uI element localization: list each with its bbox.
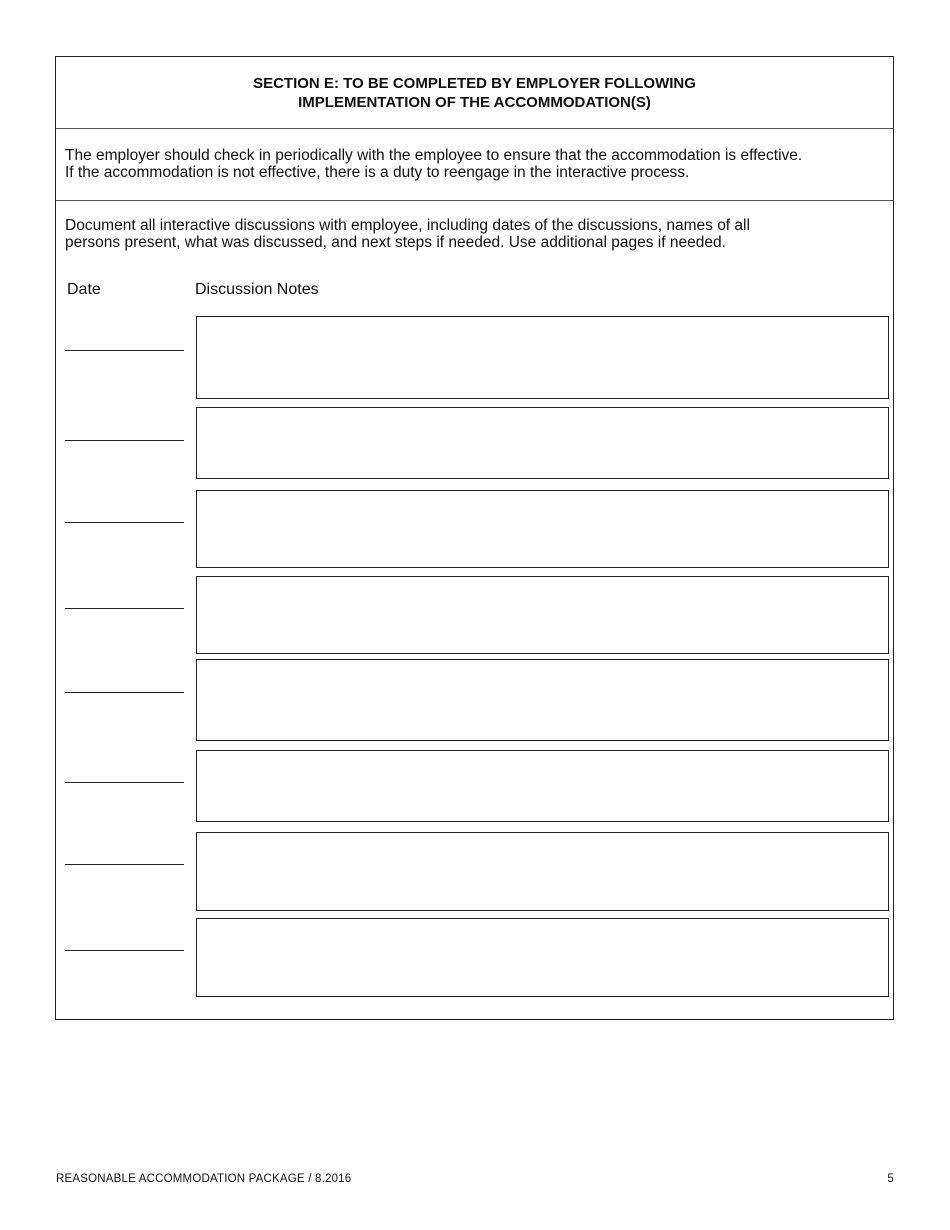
date-field[interactable]: [65, 522, 184, 523]
discussion-notes-field[interactable]: [196, 490, 889, 568]
instructions-line-2: persons present, what was discussed, and next steps if needed. Use additional pages if needed.: [65, 234, 726, 251]
date-field[interactable]: [65, 950, 184, 951]
discussion-notes-field[interactable]: [196, 407, 889, 479]
discussion-notes-field[interactable]: [196, 659, 889, 741]
date-field[interactable]: [65, 692, 184, 693]
instructions-paragraph: [65, 217, 750, 251]
footer-page-number: 5: [887, 1173, 894, 1185]
instructions-line-1: Document all interactive discussions with employee, including dates of the discussions, names of all: [65, 217, 750, 234]
section-title-line-2: IMPLEMENTATION OF THE ACCOMMODATION(S): [298, 94, 651, 111]
discussion-notes-field[interactable]: [196, 918, 889, 997]
footer-document-title: REASONABLE ACCOMMODATION PACKAGE / 8.2016: [56, 1173, 352, 1185]
intro-line-2: If the accommodation is not effective, there is a duty to reengage in the interactive process.: [65, 164, 690, 181]
discussion-notes-field[interactable]: [196, 576, 889, 654]
discussion-notes-column-label: Discussion Notes: [195, 281, 319, 298]
date-field[interactable]: [65, 608, 184, 609]
date-field[interactable]: [65, 440, 184, 441]
date-field[interactable]: [65, 350, 184, 351]
section-e-form: [55, 56, 894, 1020]
date-field[interactable]: [65, 782, 184, 783]
date-field[interactable]: [65, 864, 184, 865]
date-column-label: Date: [67, 281, 101, 298]
intro-line-1: The employer should check in periodically with the employee to ensure that the accommodation is effective.: [65, 147, 803, 164]
section-header: [56, 57, 893, 129]
discussion-notes-field[interactable]: [196, 316, 889, 399]
section-title-line-1: SECTION E: TO BE COMPLETED BY EMPLOYER FOLLOWING: [253, 75, 696, 92]
discussion-notes-field[interactable]: [196, 832, 889, 911]
intro-paragraph: [56, 129, 893, 201]
discussion-notes-field[interactable]: [196, 750, 889, 822]
